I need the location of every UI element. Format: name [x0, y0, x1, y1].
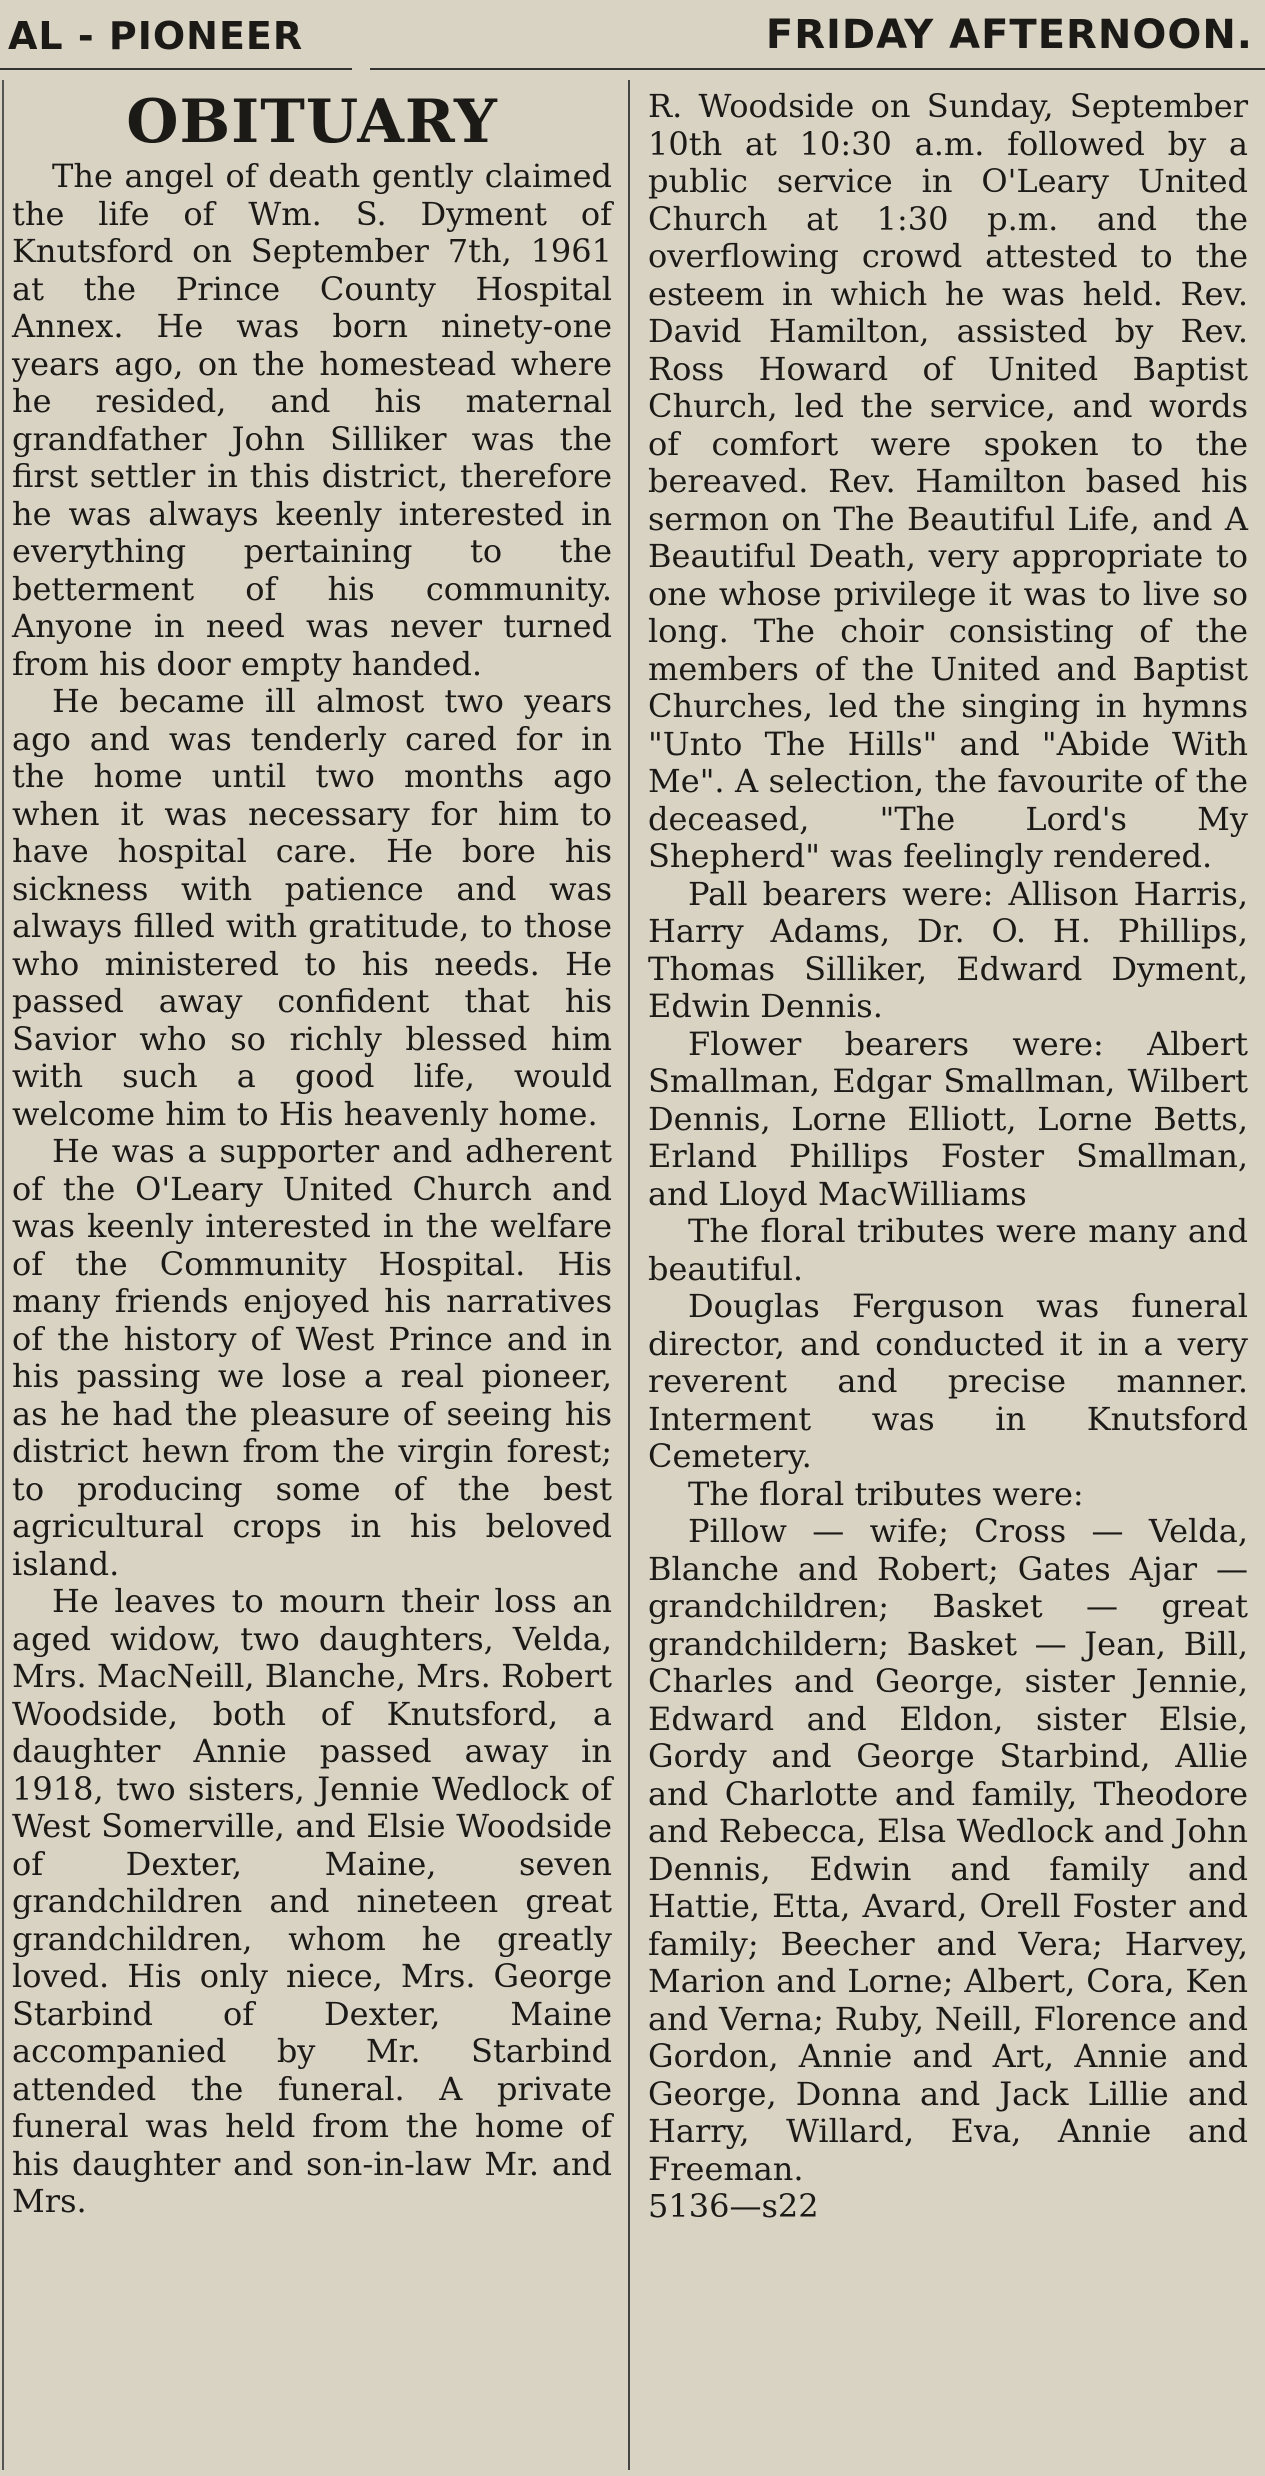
paragraph-right-1: R. Woodside on Sunday, September 10th at 10:30 a.m. followed by a public service in O'Leary United Church at 1:30 p.m. and the overflowing crowd attested to the esteem in which he was held. Rev. David Hamilton, assisted by Rev. Ross Howard of United Baptist Church, led the service, and words of comfort were spoken to the bereaved. Rev. Hamilton based his sermon on The Beautiful Life, and A Beautiful Death, very appropriate to one whose privilege it was to live so long. The choir consisting of the members of the United and Baptist Churches, led the singing in hymns "Unto The Hills" and "Abide With Me". A selection, the favourite of the deceased, "The Lord's My Shepherd" was feelingly rendered.: [648, 87, 1248, 875]
ad-code: 5136—s22: [648, 2187, 819, 2225]
paragraph-right-6: The floral tributes were:: [688, 1474, 1084, 1513]
paragraph-right-7: Pillow — wife; Cross — Velda, Blanche and Robert; Gates Ajar — grandchildren; Basket — great grandchildern; Basket — Jean, Bill, Charles and George, sister Jennie, Edward and Eldon, sister Elsie, Gordy and George Starbind, Allie and Charlotte and family, Theodore and Rebecca, Elsa Wedlock and John Dennis, Edwin and family and Hattie, Etta, Avard, Orell Foster and family; Beecher and Vera; Harvey, Marion and Lorne; Albert, Cora, Ken and Verna; Ruby, Neill, Florence and Gordon, Annie and Art, Annie and George, Donna and Jack Lillie and Harry, Willard, Eva, Annie and Freeman.: [648, 1512, 1248, 2188]
masthead: [0, 0, 1265, 72]
masthead-rule-right: [370, 68, 1265, 70]
left-border: [2, 80, 4, 2470]
masthead-day: FRIDAY AFTERNOON.: [765, 12, 1253, 58]
paragraph-left-2: He became ill almost two years ago and was tenderly cared for in the home until two months ago when it was necessary for him to have hospital care. He bore his sickness with patience and was always filled with gratitude, to those who ministered to his needs. He passed away confident that his Savior who so richly blessed him with such a good life, would welcome him to His heavenly home.: [12, 682, 612, 1133]
column-divider: [628, 80, 630, 2470]
paragraph-right-3: Flower bearers were: Albert Smallman, Edgar Smallman, Wilbert Dennis, Lorne Elliott, Lorne Betts, Erland Phillips Foster Smallman, and Lloyd MacWilliams: [648, 1024, 1248, 1213]
article-title: OBITUARY: [126, 87, 498, 157]
paragraph-right-5: Douglas Ferguson was funeral director, and conducted it in a very reverent and precise manner. Interment was in Knutsford Cemetery.: [648, 1287, 1248, 1475]
paragraph-left-4: He leaves to mourn their loss an aged widow, two daughters, Velda, Mrs. MacNeill, Blanche, Mrs. Robert Woodside, both of Knutsford, a daughter Annie passed away in 1918, two sisters, Jennie Wedlock of West Somerville, and Elsie Woodside of Dexter, Maine, seven grandchildren and nineteen great grandchildren, whom he greatly loved. His only niece, Mrs. George Starbind of Dexter, Maine accompanied by Mr. Starbind attended the funeral. A private funeral was held from the home of his daughter and son-in-law Mr. and Mrs.: [12, 1582, 612, 2220]
column-right: [648, 88, 1248, 2226]
paragraph-right-2: Pall bearers were: Allison Harris, Harry Adams, Dr. O. H. Phillips, Thomas Silliker, Edward Dyment, Edwin Dennis.: [648, 874, 1248, 1025]
paragraph-right-4: The floral tributes were many and beautiful.: [648, 1212, 1248, 1288]
masthead-paper-name: AL - PIONEER: [8, 14, 304, 58]
paragraph-left-3: He was a supporter and adherent of the O'Leary United Church and was keenly interested in the welfare of the Community Hospital. His many friends enjoyed his narratives of the history of West Prince and in his passing we lose a real pioneer, as he had the pleasure of seeing his district hewn from the virgin forest; to producing some of the best agricultural crops in his beloved island.: [12, 1132, 612, 1583]
paragraph-left-1: The angel of death gently claimed the life of Wm. S. Dyment of Knutsford on September 7th, 1961 at the Prince County Hospital Annex. He was born ninety-one years ago, on the homestead where he resided, and his maternal grandfather John Silliker was the first settler in this district, therefore he was always keenly interested in everything pertaining to the betterment of his community. Anyone in need was never turned from his door empty handed.: [12, 157, 612, 683]
column-left: [12, 88, 612, 2221]
masthead-rule-left: [0, 68, 352, 70]
